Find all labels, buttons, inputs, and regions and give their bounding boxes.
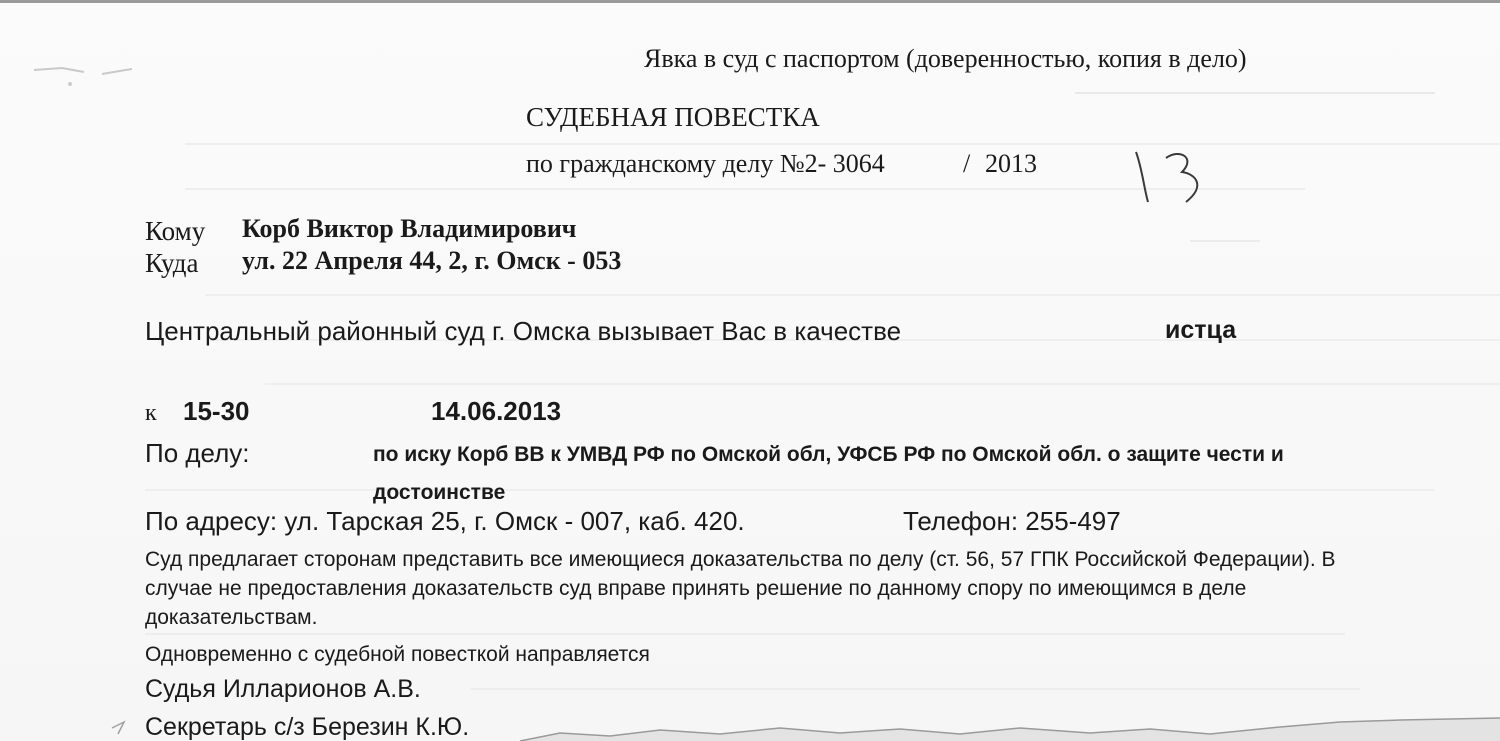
secretary-name: Секретарь с/з Березин К.Ю. <box>145 713 470 741</box>
bleed-through-line <box>470 688 1360 690</box>
destination-address: ул. 22 Апреля 44, 2, г. Омск - 053 <box>242 246 622 275</box>
summons-text: Центральный районный суд г. Омска вызывает Вас в качестве <box>145 316 902 346</box>
bleed-through-line <box>145 633 1345 635</box>
destination-label: Куда <box>145 248 199 278</box>
summons-role: истца <box>1165 316 1237 344</box>
attachment-note: Одновременно с судебной повесткой направляется <box>145 643 650 666</box>
venue-address: По адресу: ул. Тарская 25, г. Омск - 007, каб. 420. <box>145 506 745 536</box>
judge-name: Судья Илларионов А.В. <box>145 675 421 703</box>
bleed-through-line <box>265 383 1500 385</box>
case-number-separator: / <box>963 149 971 178</box>
court-phone: Телефон: 255-497 <box>903 506 1121 536</box>
scan-speck <box>14 52 144 100</box>
hearing-time: 15-30 <box>183 396 250 426</box>
case-label: По делу: <box>145 438 250 468</box>
handwritten-mark <box>1128 144 1212 210</box>
bleed-through-line <box>1190 240 1260 242</box>
torn-paper-edge <box>0 700 1500 741</box>
header-note: Явка в суд с паспортом (доверенностью, копия в дело) <box>644 44 1247 73</box>
document-title: СУДЕБНАЯ ПОВЕСТКА <box>526 102 820 132</box>
hearing-date: 14.06.2013 <box>431 396 562 426</box>
case-subject: по иску Корб ВВ к УМВД РФ по Омской обл, УФСБ РФ по Омской обл. о защите чести и достоинстве <box>373 443 1284 504</box>
bleed-through-line <box>1075 92 1435 94</box>
recipient-name: Корб Виктор Владимирович <box>242 214 577 243</box>
paper-top-edge <box>0 0 1500 3</box>
bleed-through-line <box>205 294 1500 296</box>
time-prefix: к <box>145 400 157 426</box>
recipient-label: Кому <box>145 216 206 246</box>
case-year: 2013 <box>985 149 1037 178</box>
case-number: по гражданскому делу №2- 3064 <box>526 149 885 178</box>
bleed-through-line <box>185 143 1500 145</box>
evidence-notice: Суд предлагает сторонам представить все имеющиеся доказательства по делу (ст. 56, 57 ГПК Российской Федерации). В случае не предоставления доказательств суд вправе принять решение по данному спору по имеющимся в деле доказательствам. <box>145 548 1336 629</box>
